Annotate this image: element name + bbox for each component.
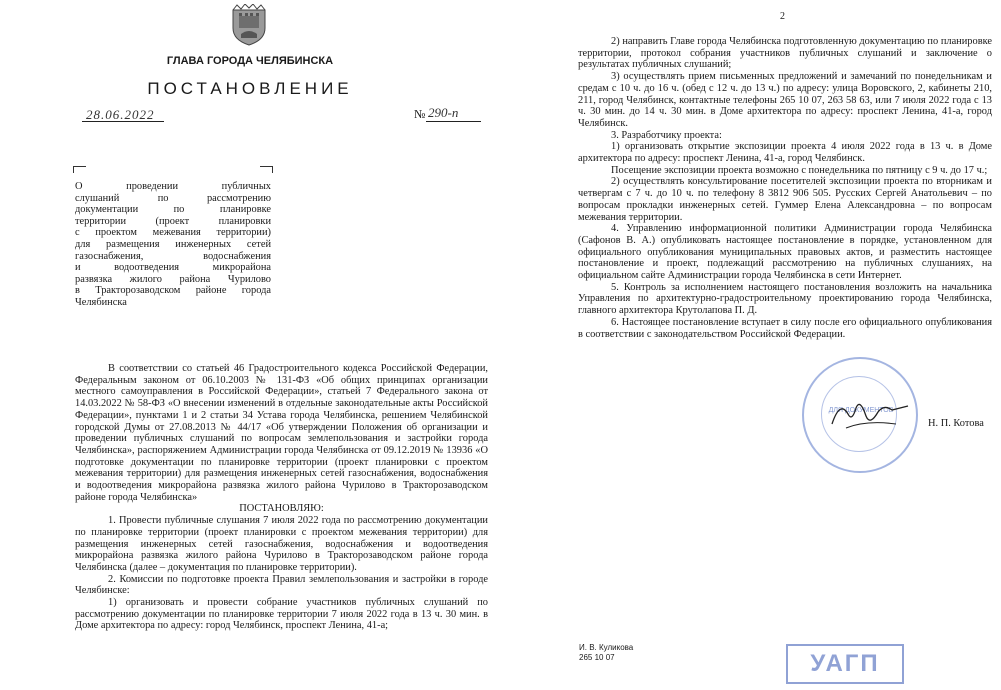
item-paragraph: 3) осуществлять прием письменных предложений и замечаний по понедельникам и средам с 10 ч. до 16 ч. (обед с 12 ч. до 13 ч.) по адресу: улица Воровского, 2, кабинеты 210, 211, город Челябинск, контактные телефоны 265 10 07, 263 58 63, или 7 июля 2022 года с 13 ч. 30 мин. до 14 ч. 30 мин. в Доме архитектора по адресу: проспект Ленина, 41-а, город Челябинск. [578, 71, 992, 129]
subject-line: слушаний по рассмотрению [75, 192, 271, 204]
item-paragraph: 4. Управлению информационной политики Администрации города Челябинска (Сафонов В. А.) опубликовать настоящее постановление в порядке, установленном для официального опубликования муниципальных правовых актов, и разместить настоящее постановление и проект, подлежащий рассмотрению на публичных слушаниях, на официальном сайте Администрации города Челябинска в сети Интернет. [578, 223, 992, 282]
item-paragraph: 6. Настоящее постановление вступает в силу после его официального опубликования в соответствии с законодательством Российской Федерации. [578, 316, 992, 340]
item-paragraph: 2) осуществлять консультирование посетителей экспозиции проекта по вторникам и четвергам с 7 ч. до 10 ч. по телефону 8 3812 906 505. Русских Сергей Анатольевич – по вопросам прокладки инженерных сетей. Гуммер Елена Александровна – по вопросам межевания территории. [578, 176, 992, 223]
signature-icon [826, 394, 916, 434]
decree-word: ПОСТАНОВЛЯЮ: [239, 503, 324, 515]
organization-title: ГЛАВА ГОРОДА ЧЕЛЯБИНСКА [166, 55, 334, 67]
right-page [500, 0, 1001, 690]
item-paragraph: 1) организовать открытие экспозиции проекта 4 июля 2022 года в 13 ч. в Доме архитектора по адресу: проспект Ленина, 41-а, город Челябинск. [578, 141, 992, 165]
subject-line: в Тракторозаводском районе города [75, 285, 271, 297]
subject-line: О проведении публичных [75, 181, 271, 192]
subject-line: развязка жилого района Чурилово [75, 273, 271, 285]
city-emblem-icon [231, 4, 267, 46]
document-number: 290-п [428, 105, 459, 120]
item-paragraph: 2) направить Главе города Челябинска подготовленную документацию по планировке территории, протокол собрания участников публичных слушаний и заключение о результатах публичных слушаний; [578, 36, 992, 71]
uagp-stamp: УАГП [786, 644, 904, 684]
date-underline [82, 121, 164, 122]
number-sign: № [414, 107, 426, 121]
item-paragraph: 3. Разработчику проекта: [611, 129, 722, 141]
executor-phone: 265 10 07 [579, 653, 615, 662]
subject-line: и водоотведения микрорайона [75, 262, 271, 274]
subject-line: газоснабжения, водоснабжения [75, 250, 271, 262]
document-subject [75, 181, 271, 309]
right-body-text [578, 36, 992, 340]
seal-text: ДЛЯ ДОКУМЕНТОВ [828, 407, 894, 414]
subject-line: с проектом межевания территории) [75, 227, 271, 239]
left-page [0, 0, 500, 690]
item-paragraph: 5. Контроль за исполнением настоящего постановления возложить на начальника Управления по архитектурно-градостроительному проектированию города Челябинска, главного архитектора Крутолапова П. Д. [578, 281, 992, 317]
document-type: ПОСТАНОВЛЕНИЕ [147, 79, 353, 98]
subject-line: территории (проект планировки [75, 215, 271, 227]
signer-name: Н. П. Котова [928, 418, 984, 429]
item-paragraph: Посещение экспозиции проекта возможно с понедельника по пятницу с 9 ч. до 17 ч.; [611, 164, 988, 176]
page-number: 2 [780, 11, 785, 22]
executor-name: И. В. Куликова [579, 643, 634, 652]
executor-block [579, 643, 633, 663]
item-paragraph: 1. Провести публичные слушания 7 июля 2022 года по рассмотрению документации по планировке территории (проект планировки с проектом межевания территории) для размещения инженерных сетей газоснабжения, водоснабжения и водоотведения микрорайона развязка жилого района Чурилово в Тракторозаводском районе города Челябинска (далее – документация по планировке территории). [75, 515, 488, 573]
preamble-paragraph: В соответствии со статьей 46 Градостроительного кодекса Российской Федерации, Федеральным законом от 06.10.2003 № 131-ФЗ «Об общих принципах организации местного самоуправления в Российской Федерации», статьей 7 Федерального закона от 14.03.2022 № 58-ФЗ «О внесении изменений в отдельные законодательные акты Российской Федерации», пунктами 1 и 2 статьи 34 Устава города Челябинска, решением Челябинской городской Думы от 27.08.2013 № 44/17 «Об утверждении Положения об организации и проведении публичных слушаний по вопросам землепользования и застройки города Челябинска», распоряжением Администрации города Челябинска от 09.12.2019 № 13936 «О подготовке документации по планировке территории (проект планировки с проектом межевания территории) для размещения инженерных сетей газоснабжения, водоснабжения и водоотведения микрорайона развязка жилого района Чурилово в Тракторозаводском районе города Челябинска» [75, 363, 488, 503]
document-date: 28.06.2022 [86, 107, 155, 122]
subject-line: документации по планировке [75, 204, 271, 216]
subject-line: для размещения инженерных сетей [75, 238, 271, 250]
subject-line: Челябинска [75, 296, 127, 308]
item-paragraph: 1) организовать и провести собрание участников публичных слушаний по рассмотрению документации по планировке территории 7 июля 2022 года в 13 ч. 30 мин. в Доме архитектора по адресу: город Челябинск, проспект Ленина, 41-а; [75, 597, 488, 632]
number-underline [426, 121, 481, 122]
subject-bracket-left [73, 166, 86, 173]
item-paragraph: 2. Комиссии по подготовке проекта Правил землепользования и застройки в городе Челябинске: [75, 573, 488, 597]
left-body-text [75, 363, 488, 632]
subject-bracket-right [260, 166, 273, 173]
